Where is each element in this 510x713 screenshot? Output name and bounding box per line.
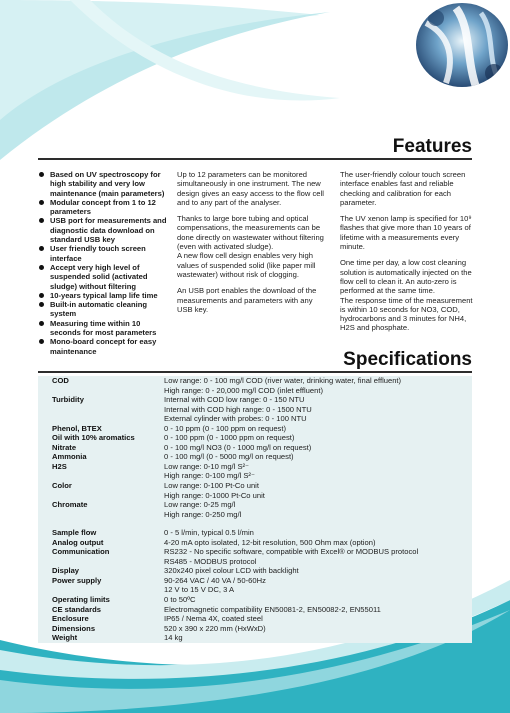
spec-label: CE standards [52, 604, 101, 614]
waterfall-photo [416, 3, 508, 87]
spec-values [164, 376, 472, 395]
spec-value: 0 - 5 l/min, typical 0.5 l/min [164, 528, 254, 538]
spec-row [38, 481, 472, 500]
specifications-heading: Specifications [343, 349, 472, 370]
spec-row [38, 633, 472, 643]
spec-row [38, 376, 472, 395]
spec-value: Low range: 0 - 100 mg/l COD (river water, drinking water, final effluent) [164, 376, 402, 385]
spec-value: 90-264 VAC / 40 VA / 50-60Hz [164, 575, 266, 585]
spec-row [38, 614, 472, 624]
feature-paragraph: Up to 12 parameters can be monitored simultaneously in one instrument. The new design gives an easy access to the flow cell and to any part of the analyser. [177, 170, 324, 207]
spec-label: Analog output [52, 537, 104, 547]
feature-paragraph: One time per day, a low cost cleaning solution is automatically injected on the flow cell to clean it. An auto-zero is performed at the same time. [340, 258, 472, 296]
spec-row [38, 547, 472, 566]
spec-row [38, 528, 472, 538]
spec-value: 0 - 10 ppm (0 - 100 ppm on request) [164, 423, 286, 433]
spec-values [164, 462, 472, 481]
spec-row [38, 566, 472, 576]
features-column-2 [177, 170, 327, 321]
spec-label: COD [52, 376, 69, 385]
spec-label: Nitrate [52, 442, 77, 452]
spec-row [38, 538, 472, 548]
waterfall-photo-icon [416, 3, 508, 87]
spec-value: 4-20 mA opto isolated, 12-bit resolution, 500 Ohm max (option) [164, 537, 376, 547]
spec-value: Internal with COD low range: 0 - 150 NTU [164, 395, 305, 405]
spec-values [164, 424, 472, 434]
spec-value: Internal with COD high range: 0 - 1500 NTU [164, 404, 312, 414]
spec-label: H2S [52, 461, 67, 471]
spec-value: High range: 0-1000 Pt-Co unit [164, 490, 265, 500]
feature-paragraph: The response time of the measurement is within 10 seconds for NO3, COD, hydrocarbons and 3 minutes for NH4, H2S and phosphate. [340, 295, 473, 333]
spec-values [164, 519, 472, 528]
spec-value: High range: 0 - 20,000 mg/l COD (inlet effluent) [164, 385, 323, 395]
spec-value: High range: 0-100 mg/l S²⁻ [164, 471, 255, 481]
feature-paragraph: The user-friendly colour touch screen interface enables fast and reliable checking and calibration for each parameter. [340, 170, 466, 207]
spec-label: Enclosure [52, 614, 89, 624]
spec-label [38, 519, 164, 528]
feature-paragraph: An USB port enables the download of the measurements and parameters with any USB key. [177, 286, 317, 314]
spec-row [38, 500, 472, 519]
spec-row [38, 624, 472, 634]
spec-row [38, 462, 472, 481]
feature-bullet: 10-years typical lamp life time [38, 291, 170, 300]
spec-values [164, 566, 472, 576]
spec-label: Ammonia [52, 452, 87, 462]
spec-values [164, 538, 472, 548]
feature-bullet: Built-in automatic cleaning system [38, 300, 170, 319]
specifications-divider [38, 371, 472, 373]
spec-value: 0 to 50ºC [164, 595, 196, 605]
spec-value: Low range: 0-25 mg/l [164, 500, 236, 510]
spec-values [164, 395, 472, 424]
features-column-3 [340, 170, 478, 340]
spec-value: External cylinder with probes: 0 - 100 NTU [164, 414, 307, 424]
features-bullet-list [38, 170, 170, 356]
spec-values [164, 614, 472, 624]
spec-value: Low range: 0-10 mg/l S²⁻ [164, 461, 250, 471]
spec-values [164, 633, 472, 643]
spec-row [38, 424, 472, 434]
spec-label: Dimensions [52, 623, 96, 633]
spec-values [164, 624, 472, 634]
spec-value: 0 - 100 ppm (0 - 1000 ppm on request) [164, 433, 295, 443]
spec-values [164, 605, 472, 615]
spec-values [164, 443, 472, 453]
spec-row [38, 452, 472, 462]
spec-value: Electromagnetic compatibility EN50081-2, EN50082-2, EN55011 [164, 604, 381, 614]
spec-values [164, 547, 472, 566]
specifications-table [38, 376, 472, 643]
spec-label: Communication [52, 547, 110, 557]
feature-bullet: Mono-board concept for easy maintenance [38, 337, 170, 356]
spec-values [164, 452, 472, 462]
spec-values [164, 500, 472, 519]
spec-label: Chromate [52, 500, 88, 510]
spec-values [164, 528, 472, 538]
spec-value: 12 V to 15 V DC, 3 A [164, 585, 235, 595]
spec-value: 14 kg [164, 633, 183, 643]
spec-label: Power supply [52, 575, 102, 585]
features-divider [38, 158, 472, 160]
spec-values [164, 595, 472, 605]
spec-label: Weight [52, 633, 78, 643]
spec-label: Operating limits [52, 595, 110, 605]
spec-label: Color [52, 481, 72, 491]
spec-row [38, 395, 472, 424]
spec-value: 320x240 pixel colour LCD with backlight [164, 566, 299, 576]
spec-value: Low range: 0-100 Pt-Co unit [164, 481, 259, 491]
spec-row [38, 519, 472, 528]
spec-value: 0 - 100 mg/l (0 - 5000 mg/l on request) [164, 452, 294, 462]
feature-paragraph: The UV xenon lamp is specified for 10⁹ flashes that give more than 10 years of lifetime with a measurements every minute. [340, 214, 472, 252]
feature-bullet: Measuring time within 10 seconds for most parameters [38, 319, 170, 338]
spec-label: Turbidity [52, 395, 84, 405]
spec-row [38, 595, 472, 605]
spec-value: 520 x 390 x 220 mm (HxWxD) [164, 623, 266, 633]
spec-value: RS232 - No specific software, compatible with Excel® or MODBUS protocol [164, 547, 419, 557]
spec-values [164, 481, 472, 500]
spec-label: Phenol, BTEX [52, 423, 102, 433]
features-heading: Features [392, 136, 472, 157]
spec-value: IP65 / Nema 4X, coated steel [164, 614, 263, 624]
feature-bullet: USB port for measurements and diagnostic data download on standard USB key [38, 216, 170, 244]
feature-paragraph: Thanks to large bore tubing and optical compensations, the measurements can be done directly on wastewater without filtering (even with activated sludge). [177, 214, 324, 252]
spec-label: Display [52, 566, 80, 576]
spec-values [164, 433, 472, 443]
spec-value: 0 - 100 mg/l NO3 (0 - 1000 mg/l on request) [164, 442, 312, 452]
spec-row [38, 605, 472, 615]
spec-values [164, 576, 472, 595]
feature-bullet: User friendly touch screen interface [38, 244, 170, 263]
spec-label: Oil with 10% aromatics [52, 433, 135, 443]
feature-bullet: Accept very high level of suspended solid (activated sludge) without filtering [38, 263, 170, 291]
spec-value: RS485 - MODBUS protocol [164, 556, 257, 566]
feature-paragraph: A new flow cell design enables very high values of suspended solid (like paper mill wastewater) without risk of clogging. [177, 251, 316, 279]
feature-bullet: Modular concept from 1 to 12 parameters [38, 198, 170, 217]
spec-label: Sample flow [52, 528, 97, 538]
feature-bullet: Based on UV spectroscopy for high stability and very low maintenance (main parameters) [38, 170, 170, 198]
spec-value: High range: 0-250 mg/l [164, 509, 242, 519]
spec-row [38, 443, 472, 453]
spec-row [38, 433, 472, 443]
spec-row [38, 576, 472, 595]
